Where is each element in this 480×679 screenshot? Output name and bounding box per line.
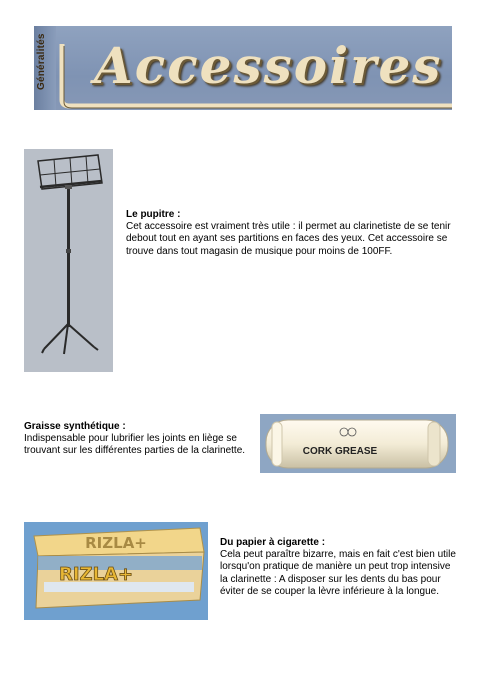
cork-grease-photo <box>260 414 456 473</box>
item-title: Le pupitre : <box>126 209 181 220</box>
rolling-paper-photo <box>24 522 208 620</box>
page-title: Accessoires <box>94 36 443 95</box>
item-rolling-paper <box>220 537 460 598</box>
brand-logo-faded: RIZLA+ <box>85 534 147 552</box>
item-title: Du papier à cigarette : <box>220 537 326 548</box>
brand-logo: RIZLA+ <box>58 564 134 585</box>
header-banner <box>34 26 452 110</box>
item-title: Graisse synthétique : <box>24 421 126 432</box>
item-description: Cet accessoire est vraiment très utile : il permet au clarinetiste de se tenir debout tout en ayant ses partitions en faces des yeux. Cet accessoire se trouve dans tout magasin de musique pour moins de 100FF. <box>126 221 451 257</box>
item-music-stand <box>126 209 456 258</box>
product-label: CORK GREASE <box>302 446 378 457</box>
item-cork-grease <box>24 421 246 458</box>
item-description: Indispensable pour lubrifier les joints en liège se trouvant sur les différentes parties de la clarinette. <box>24 433 246 457</box>
music-stand-photo <box>24 149 113 372</box>
item-description: Cela peut paraître bizarre, mais en fait c'est bien utile lorsqu'on pratique de manière un peut trop intensive la clarinette : A disposer sur les dents du bas pour éviter de se couper la lèvre inférieure à la longue. <box>220 549 456 597</box>
section-label: Généralités <box>36 33 47 91</box>
